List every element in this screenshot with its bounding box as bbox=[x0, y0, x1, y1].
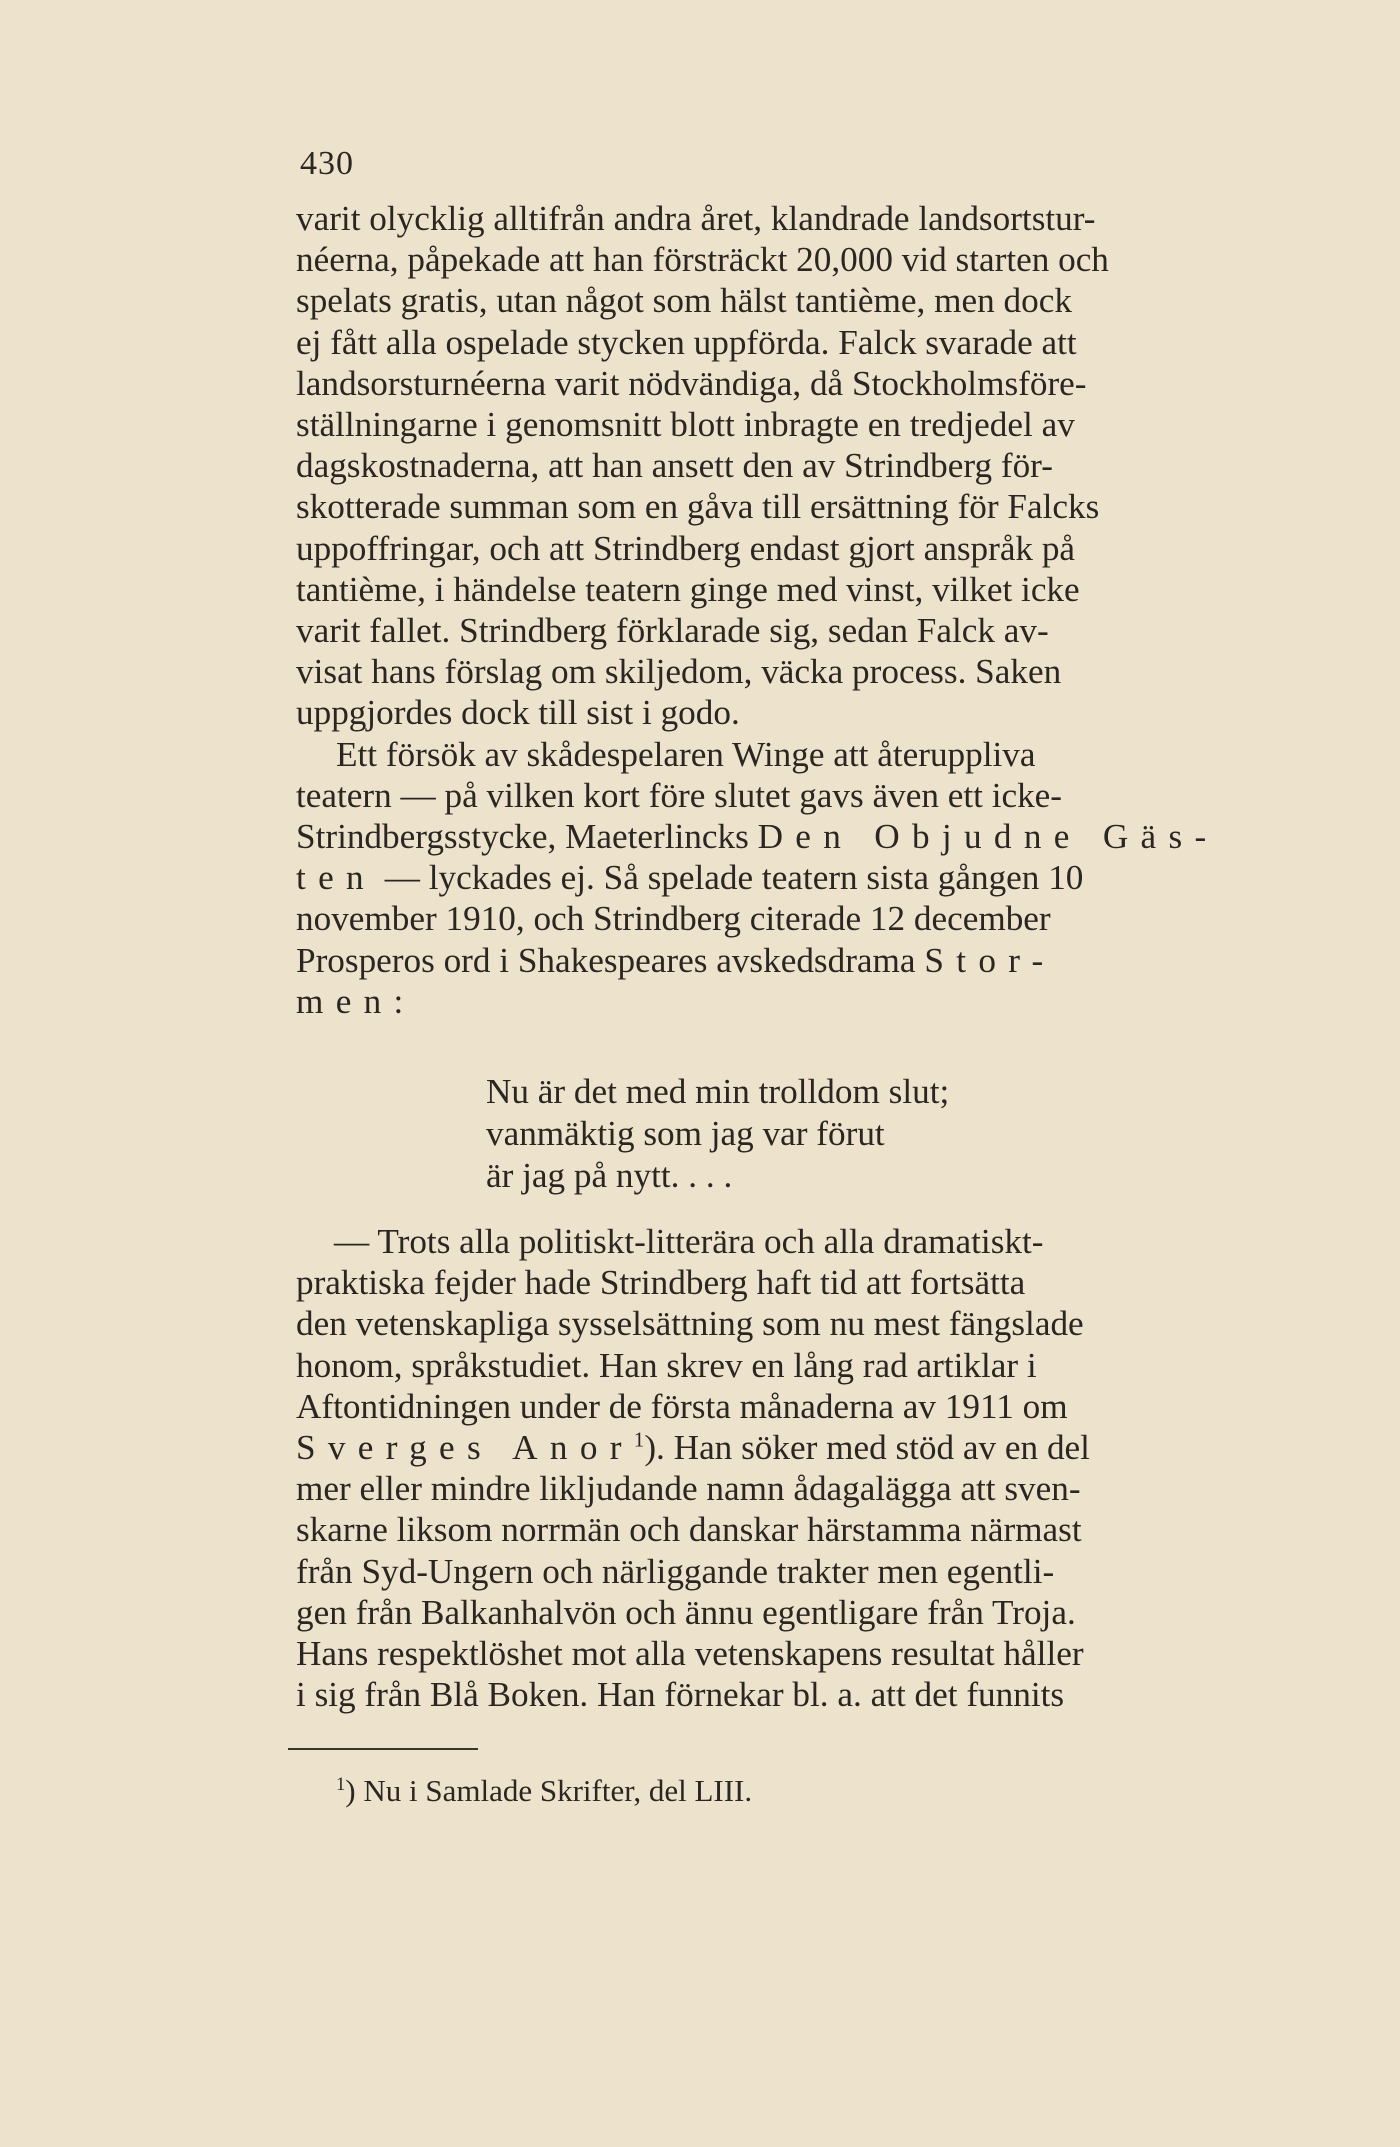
verse-line: Nu är det med min trolldom slut; bbox=[486, 1072, 950, 1111]
verse-line: är jag på nytt. . . . bbox=[486, 1156, 733, 1195]
text-line: néerna, påpekade att han försträckt 20,000 vid starten och bbox=[296, 240, 1109, 280]
text-line: Hans respektlöshet mot alla vetenskapens resultat håller bbox=[296, 1634, 1084, 1674]
footnote-ref: 1 bbox=[633, 1427, 645, 1452]
text-line: mer eller mindre likljudande namn ådagalägga att sven- bbox=[296, 1469, 1081, 1509]
spaced-title: Stor- bbox=[924, 940, 1056, 980]
text-line: visat hans förslag om skiljedom, väcka process. Saken bbox=[296, 652, 1062, 692]
text-line: Ett försök av skådespelaren Winge att återuppliva bbox=[336, 734, 1036, 774]
spaced-title: Sverges Anor bbox=[296, 1428, 634, 1468]
text-line: men: bbox=[296, 981, 404, 1021]
text-line: landsorsturnéerna varit nödvändiga, då Stockholmsföre- bbox=[296, 363, 1087, 403]
text-line: honom, språkstudiet. Han skrev en lång rad artiklar i bbox=[296, 1345, 1037, 1385]
text-line: Prosperos ord i Shakespeares avskedsdrama Stor- bbox=[296, 940, 1056, 980]
text-line: skotterade summan som en gåva till ersättning för Falcks bbox=[296, 487, 1100, 527]
text-line: från Syd-Ungern och närliggande trakter men egentli- bbox=[296, 1551, 1055, 1591]
text-line: ej fått alla ospelade stycken uppförda. Falck svarade att bbox=[296, 322, 1077, 362]
verse-quote bbox=[486, 1071, 949, 1197]
text-line: november 1910, och Strindberg citerade 12 december bbox=[296, 899, 1051, 939]
verse-line: vanmäktig som jag var förut bbox=[486, 1114, 885, 1153]
spaced-title: ten bbox=[296, 858, 376, 898]
text-line: i sig från Blå Boken. Han förnekar bl. a. att det funnits bbox=[296, 1675, 1065, 1715]
text-line: den vetenskapliga sysselsättning som nu mest fängslade bbox=[296, 1304, 1084, 1344]
text-line: tantième, i händelse teatern ginge med vinst, vilket icke bbox=[296, 569, 1080, 609]
footnote-text: ) Nu i Samlade Skrifter, del LIII. bbox=[345, 1773, 753, 1808]
spaced-title: Den Objudne Gäs- bbox=[757, 817, 1219, 857]
text-line: — Trots alla politiskt-litterära och alla dramatiskt- bbox=[334, 1222, 1044, 1261]
text-line: dagskostnaderna, att han ansett den av Strindberg för- bbox=[296, 446, 1053, 486]
footnote-marker: 1 bbox=[336, 1773, 346, 1795]
page-number: 430 bbox=[300, 145, 354, 182]
text-line: teatern — på vilken kort före slutet gavs även ett icke- bbox=[296, 775, 1063, 815]
text-line: praktiska fejder hade Strindberg haft tid att fortsätta bbox=[296, 1263, 1026, 1303]
text-line: Sverges Anor$^1$). Han söker med stöd av en del bbox=[296, 1427, 1090, 1468]
paragraph-main bbox=[296, 198, 1284, 1022]
text-line: Aftontidningen under de första månaderna av 1911 om bbox=[296, 1386, 1068, 1426]
text-line: gen från Balkanhalvön och ännu egentligare från Troja. bbox=[296, 1592, 1076, 1632]
text-line: Strindbergsstycke, Maeterlincks Den Objudne Gäs- bbox=[296, 817, 1219, 857]
text-line: varit olycklig alltifrån andra året, klandrade landsortstur- bbox=[296, 199, 1096, 238]
text-line: varit fallet. Strindberg förklarade sig, sedan Falck av- bbox=[296, 611, 1049, 651]
text-line: ten — lyckades ej. Så spelade teatern sista gången 10 bbox=[296, 858, 1084, 898]
spaced-title: men bbox=[296, 981, 394, 1021]
footnote bbox=[336, 1773, 752, 1809]
paragraph-language-studies bbox=[296, 1221, 1284, 1715]
text-line: ställningarne i genomsnitt blott inbragte en tredjedel av bbox=[296, 405, 1075, 445]
text-line: spelats gratis, utan något som hälst tantième, men dock bbox=[296, 281, 1072, 321]
footnote-divider bbox=[288, 1748, 478, 1750]
text-line: skarne liksom norrmän och danskar härstamma närmast bbox=[296, 1510, 1082, 1550]
text-line: uppoffringar, och att Strindberg endast gjort anspråk på bbox=[296, 528, 1076, 568]
text-line: uppgjordes dock till sist i godo. bbox=[296, 693, 740, 733]
